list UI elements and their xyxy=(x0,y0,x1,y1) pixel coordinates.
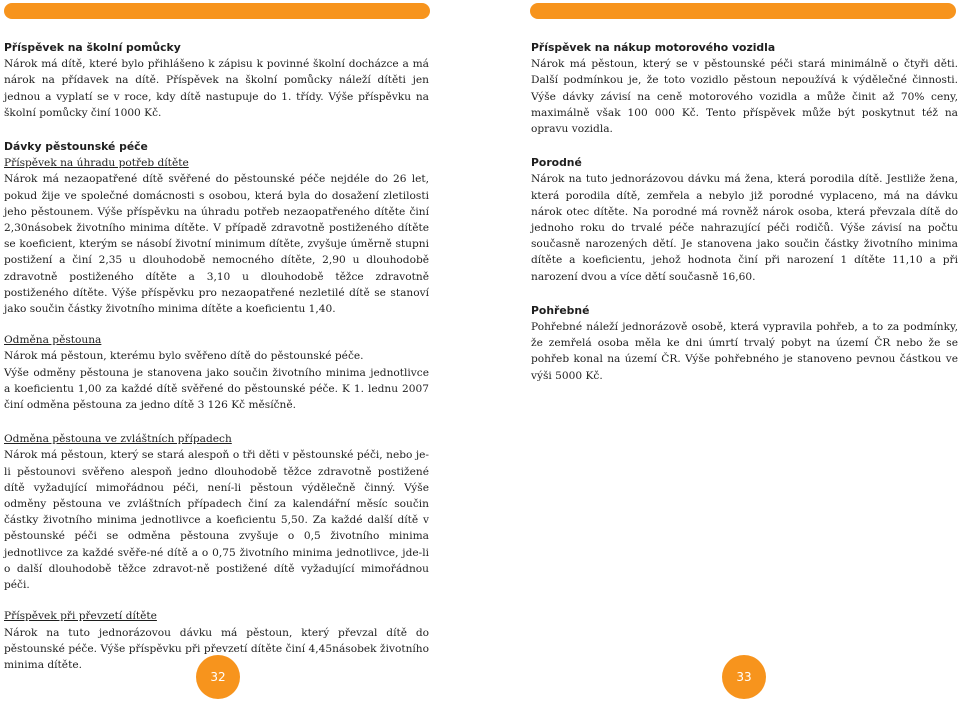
heading-skolni-pomucky: Příspěvek na školní pomůcky xyxy=(4,41,181,54)
heading-odmena-zvlastni: Odměna pěstouna ve zvláštních případech xyxy=(4,433,232,446)
heading-pohrebne: Pohřebné xyxy=(531,303,590,317)
heading-odmena-pestouna: Odměna pěstouna xyxy=(4,334,102,347)
page-number-left: 32 xyxy=(196,655,240,699)
body-prevzeti-ditete: Nárok na tuto jednorázovou dávku má pěstoun, který převzal dítě do pěstounské péče. Výše příspěvku při převzetí dítěte činí 4,45násobek životního minima dítěte. xyxy=(4,626,429,671)
body-pohrebne: Pohřebné náleží jednorázově osobě, která vypravila pohřeb, a to za podmínky, že zemřelá osoba měla ke dni úmrtí trvalý pobyt na území ČR nebo že se pohřeb konal na území ČR. Výše pohřebného je stanoveno pevnou částkou ve výši 5000 Kč. xyxy=(531,321,958,382)
section-skolni-pomucky xyxy=(4,40,429,121)
section-motorove-vozidlo xyxy=(531,40,958,137)
body-skolni-pomucky: Nárok má dítě, které bylo přihlášeno k zápisu k povinné školní docházce a má nárok na přídavek na dítě. Příspěvek na školní pomůcky náleží dítěti jen jednou a vyplatí se v roce, kdy dítě nastupuje do 1. třídy. Výše příspěvku na školní pomůcky činí 1000 Kč. xyxy=(4,58,429,119)
heading-motorove-vozidlo: Příspěvek na nákup motorového vozidla xyxy=(531,41,776,54)
section-pohrebne xyxy=(531,303,958,384)
body-odmena-zvlastni: Nárok má pěstoun, který se stará alespoň o tři děti v pěstounské péči, nebo je-li pěstounovi svěřeno alespoň jedno dlouhodobě těžce zdravotně postižené dítě vyžadující mimořádnou péči, není-li pěstoun výdělečně činný. Výše odměny pěstouna ve zvláštních případech činí za kalendářní měsíc součin částky životního minima jednotlivce a koeficientu 5,50. Za každé další dítě v pěstounské péči se odměna pěstouna zvyšuje o 0,5 životního minima jednotlivce za každé svěře-né dítě a o 0,75 životního minima jednotlivce, jde-li o další dlouhodobě těžce zdravot-ně postižené dítě vyžadující mimořádnou péči. xyxy=(4,449,429,592)
top-accent-bar-left xyxy=(4,3,430,19)
body-porodne: Nárok na tuto jednorázovou dávku má žena, která porodila dítě. Jestliže žena, která porodila dítě, zemřela a nebylo již porodné vyplaceno, má na dávku nárok otec dítěte. Na porodné má rovněž nárok osoba, která převzala dítě do jednoho roku do trvalé péče nahrazující péči rodičů. Výše závisí na počtu současně narozených dětí. Je stanovena jako součin částky životního minima dítěte a koeficientu, jehož hodnota činí při narození 1 dítěte 11,10 a při narození dvou a více dětí současně 16,60. xyxy=(531,173,958,283)
section-odmena-zvlastni xyxy=(4,431,429,593)
section-davky-pestounske-pece xyxy=(4,139,429,317)
body-uhrada-potreb: Nárok má nezaopatřené dítě svěřené do pěstounské péče nejdéle do 26 let, pokud žije ve společné domácnosti s osobou, která byla do dosažení zletilosti jeho pěstounem. Výše příspěvku na úhradu potřeb nezaopatřeného dítěte činí 2,30násobek životního minima dítěte. V případě zdravotně postiženého dítěte se koeficient, kterým se násobí životní minimum dítěte, zvyšuje úměrně stupni postižení a činí 2,35 u dlouhodobě nemocného dítěte, 2,90 u dlouhodobě zdravotně postiženého dítěte a 3,10 u dlouhodobě těžce zdravotně postiženého dítěte. Výše příspěvku pro nezaopatřené nezletilé dítě se stanoví jako součin částky životního minima dítěte a koeficientu 1,40. xyxy=(4,173,429,316)
page-number-right: 33 xyxy=(722,655,766,699)
section-porodne xyxy=(531,155,958,285)
body-motorove-vozidlo: Nárok má pěstoun, který se v pěstounské péči stará minimálně o čtyři děti. Další podmínkou je, že toto vozidlo pěstoun nepoužívá k výdělečné činnosti. Výše dávky závisí na ceně motorového vozidla a může činit až 70% ceny, maximálně však 100 000 Kč. Tento příspěvek může být poskytnut též na opravu vozidla. xyxy=(531,58,958,136)
left-page-column xyxy=(4,40,429,688)
body-odmena-pestouna: Nárok má pěstoun, kterému bylo svěřeno dítě do pěstounské péče. Výše odměny pěstouna je stanovena jako součin životního minima jednotlivce a koeficientu 1,00 za každé dítě svěřené do pěstounské péče. K 1. lednu 2007 činí odměna pěstouna za jedno dítě 3 126 Kč měsíčně. xyxy=(4,350,429,412)
top-accent-bar-right xyxy=(530,3,956,19)
heading-davky-pestounske-pece: Dávky pěstounské péče xyxy=(4,140,148,154)
subheading-uhrada-potreb: Příspěvek na úhradu potřeb dítěte xyxy=(4,157,189,170)
section-odmena-pestouna xyxy=(4,332,429,413)
right-page-column xyxy=(531,40,958,399)
heading-porodne: Porodné xyxy=(531,156,582,170)
heading-prevzeti-ditete: Příspěvek při převzetí dítěte xyxy=(4,610,157,623)
